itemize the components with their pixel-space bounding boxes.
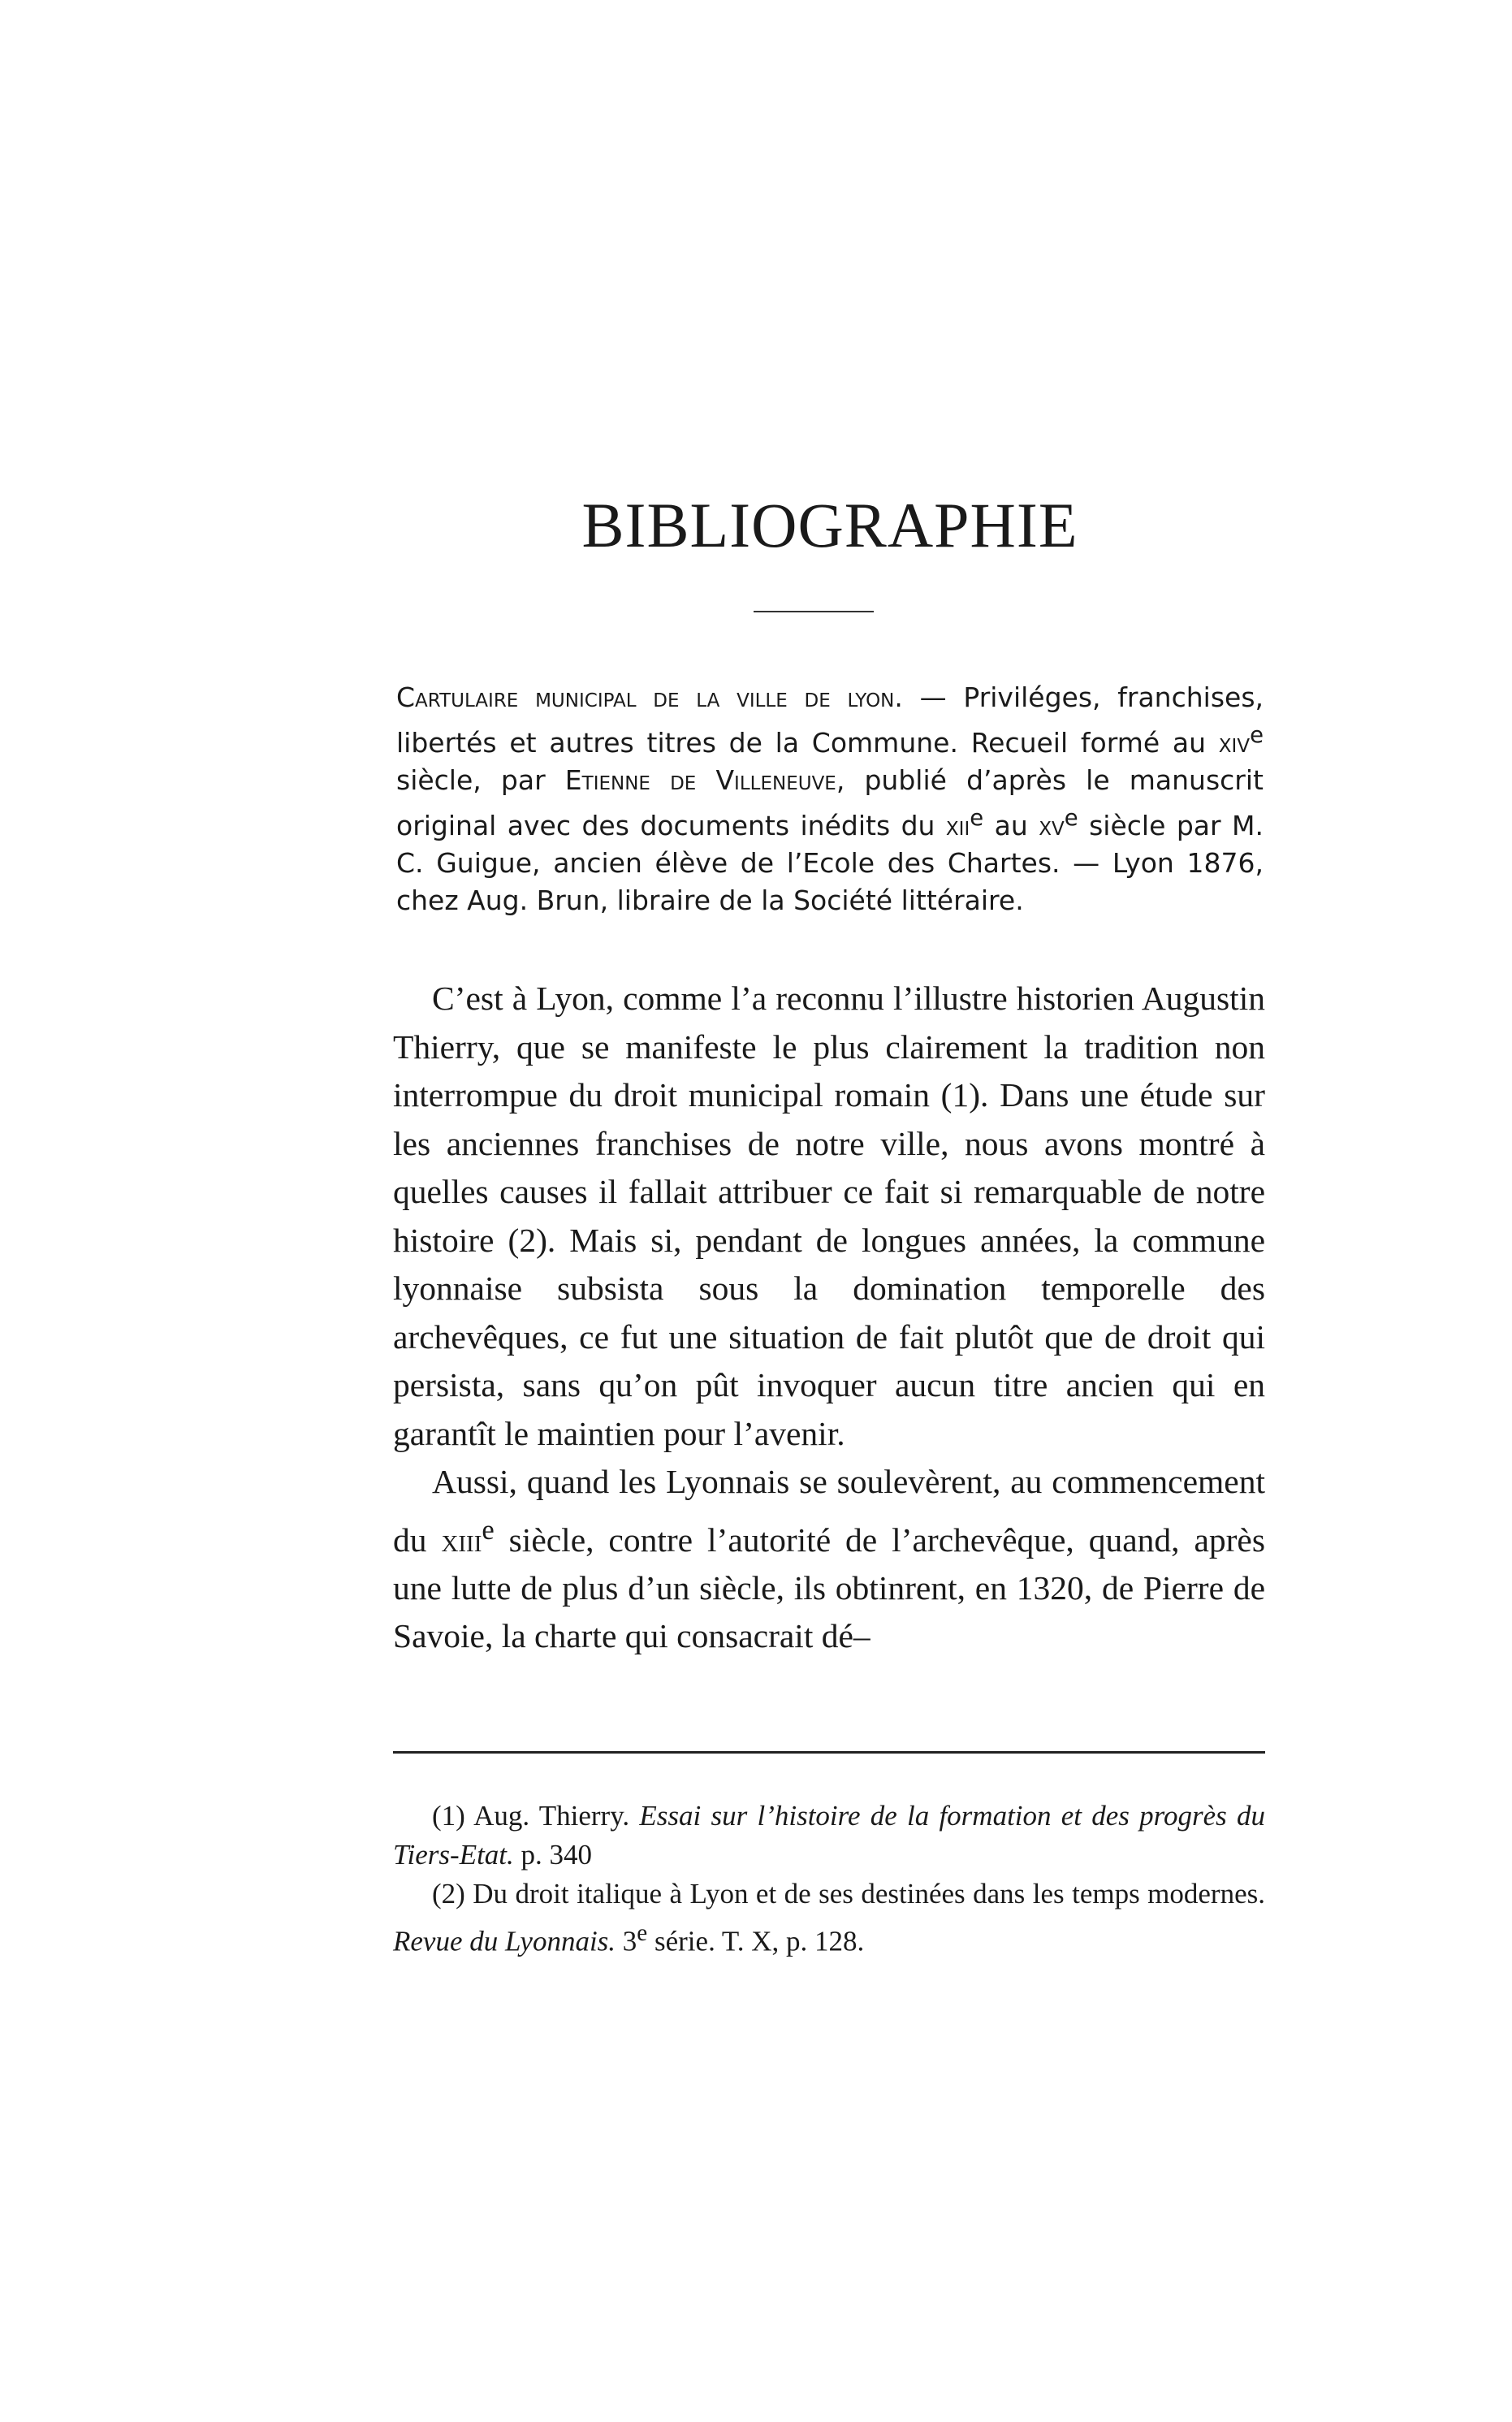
century-xv: xv <box>1039 810 1065 841</box>
footnote-2 <box>393 1875 1265 1961</box>
entry-text-1: — Priviléges, franchises, libertés et autres titres de la Commune. Recueil formé au <box>396 681 1264 759</box>
century-sup: e <box>970 805 984 831</box>
bibliography-entry <box>396 679 1264 919</box>
fn1-text-a: (1) Aug. Thierry. <box>432 1800 640 1832</box>
footnote-divider <box>393 1751 1265 1754</box>
entry-author: Etienne de Villeneuve <box>564 764 836 796</box>
footnote-1 <box>393 1797 1265 1875</box>
entry-text-5: siècle par M. C. Guigue, ancien élève de l’Ecole des Chartes. — Lyon 1876, chez Aug. Brun, libraire de la Société littéraire. <box>396 810 1264 916</box>
entry-text-4: au <box>983 810 1039 841</box>
century-xiii: xiii <box>441 1520 482 1559</box>
entry-text-2: siècle, par <box>396 764 565 796</box>
title-divider <box>754 611 874 612</box>
body-paragraph-2 <box>393 1458 1265 1661</box>
entry-text-3: , publié d’après le manuscrit original avec des documents inédits du <box>396 764 1264 841</box>
century-sup: e <box>482 1514 495 1546</box>
century-sup: e <box>1250 722 1264 748</box>
p2-text-a: Aussi, quand les Lyonnais se soulevèrent, au commencement du <box>393 1463 1265 1559</box>
body-text <box>393 975 1265 1661</box>
century-xii: xii <box>945 810 970 841</box>
century-sup: e <box>1064 805 1078 831</box>
body-paragraph-1: C’est à Lyon, comme l’a reconnu l’illustre historien Augustin Thierry, que se manifeste le plus clairement la tradition non interrompue du droit municipal romain (1). Dans une étude sur les anciennes franchises de notre ville, nous avons montré à quelles causes il fallait attribuer ce fait si remarquable de notre histoire (2). Mais si, pendant de longues années, la commune lyonnaise subsista sous la domination temporelle des archevêques, ce fut une situation de fait plutôt que de droit qui persista, sans qu’on pût invoquer aucun titre ancien qui en garantît le maintien pour l’avenir. <box>393 980 1265 1452</box>
fn1-title: Essai sur l’histoire de la formation et des progrès du Tiers-Etat. <box>393 1800 1265 1871</box>
entry-heading: Cartulaire municipal de la ville de lyon. <box>396 681 903 713</box>
footnotes <box>393 1797 1265 1961</box>
fn2-title: Revue du Lyonnais. <box>393 1925 616 1957</box>
fn2-text-c: série. T. X, p. 128. <box>647 1925 865 1957</box>
fn2-text-a: (2) Du droit italique à Lyon et de ses destinées dans les temps modernes. <box>432 1878 1265 1909</box>
p2-text-b: siècle, contre l’autorité de l’archevêque, quand, après une lutte de plus d’un siècle, ils obtinrent, en 1320, de Pierre de Savoie, la charte qui consacrait dé– <box>393 1520 1265 1655</box>
century-xiv: xiv <box>1218 727 1251 759</box>
fn2-text-b: 3 <box>616 1925 637 1957</box>
page-title: BIBLIOGRAPHIE <box>581 490 1078 560</box>
fn1-text-b: p. 340 <box>513 1839 593 1871</box>
fn2-sup: e <box>637 1920 648 1946</box>
